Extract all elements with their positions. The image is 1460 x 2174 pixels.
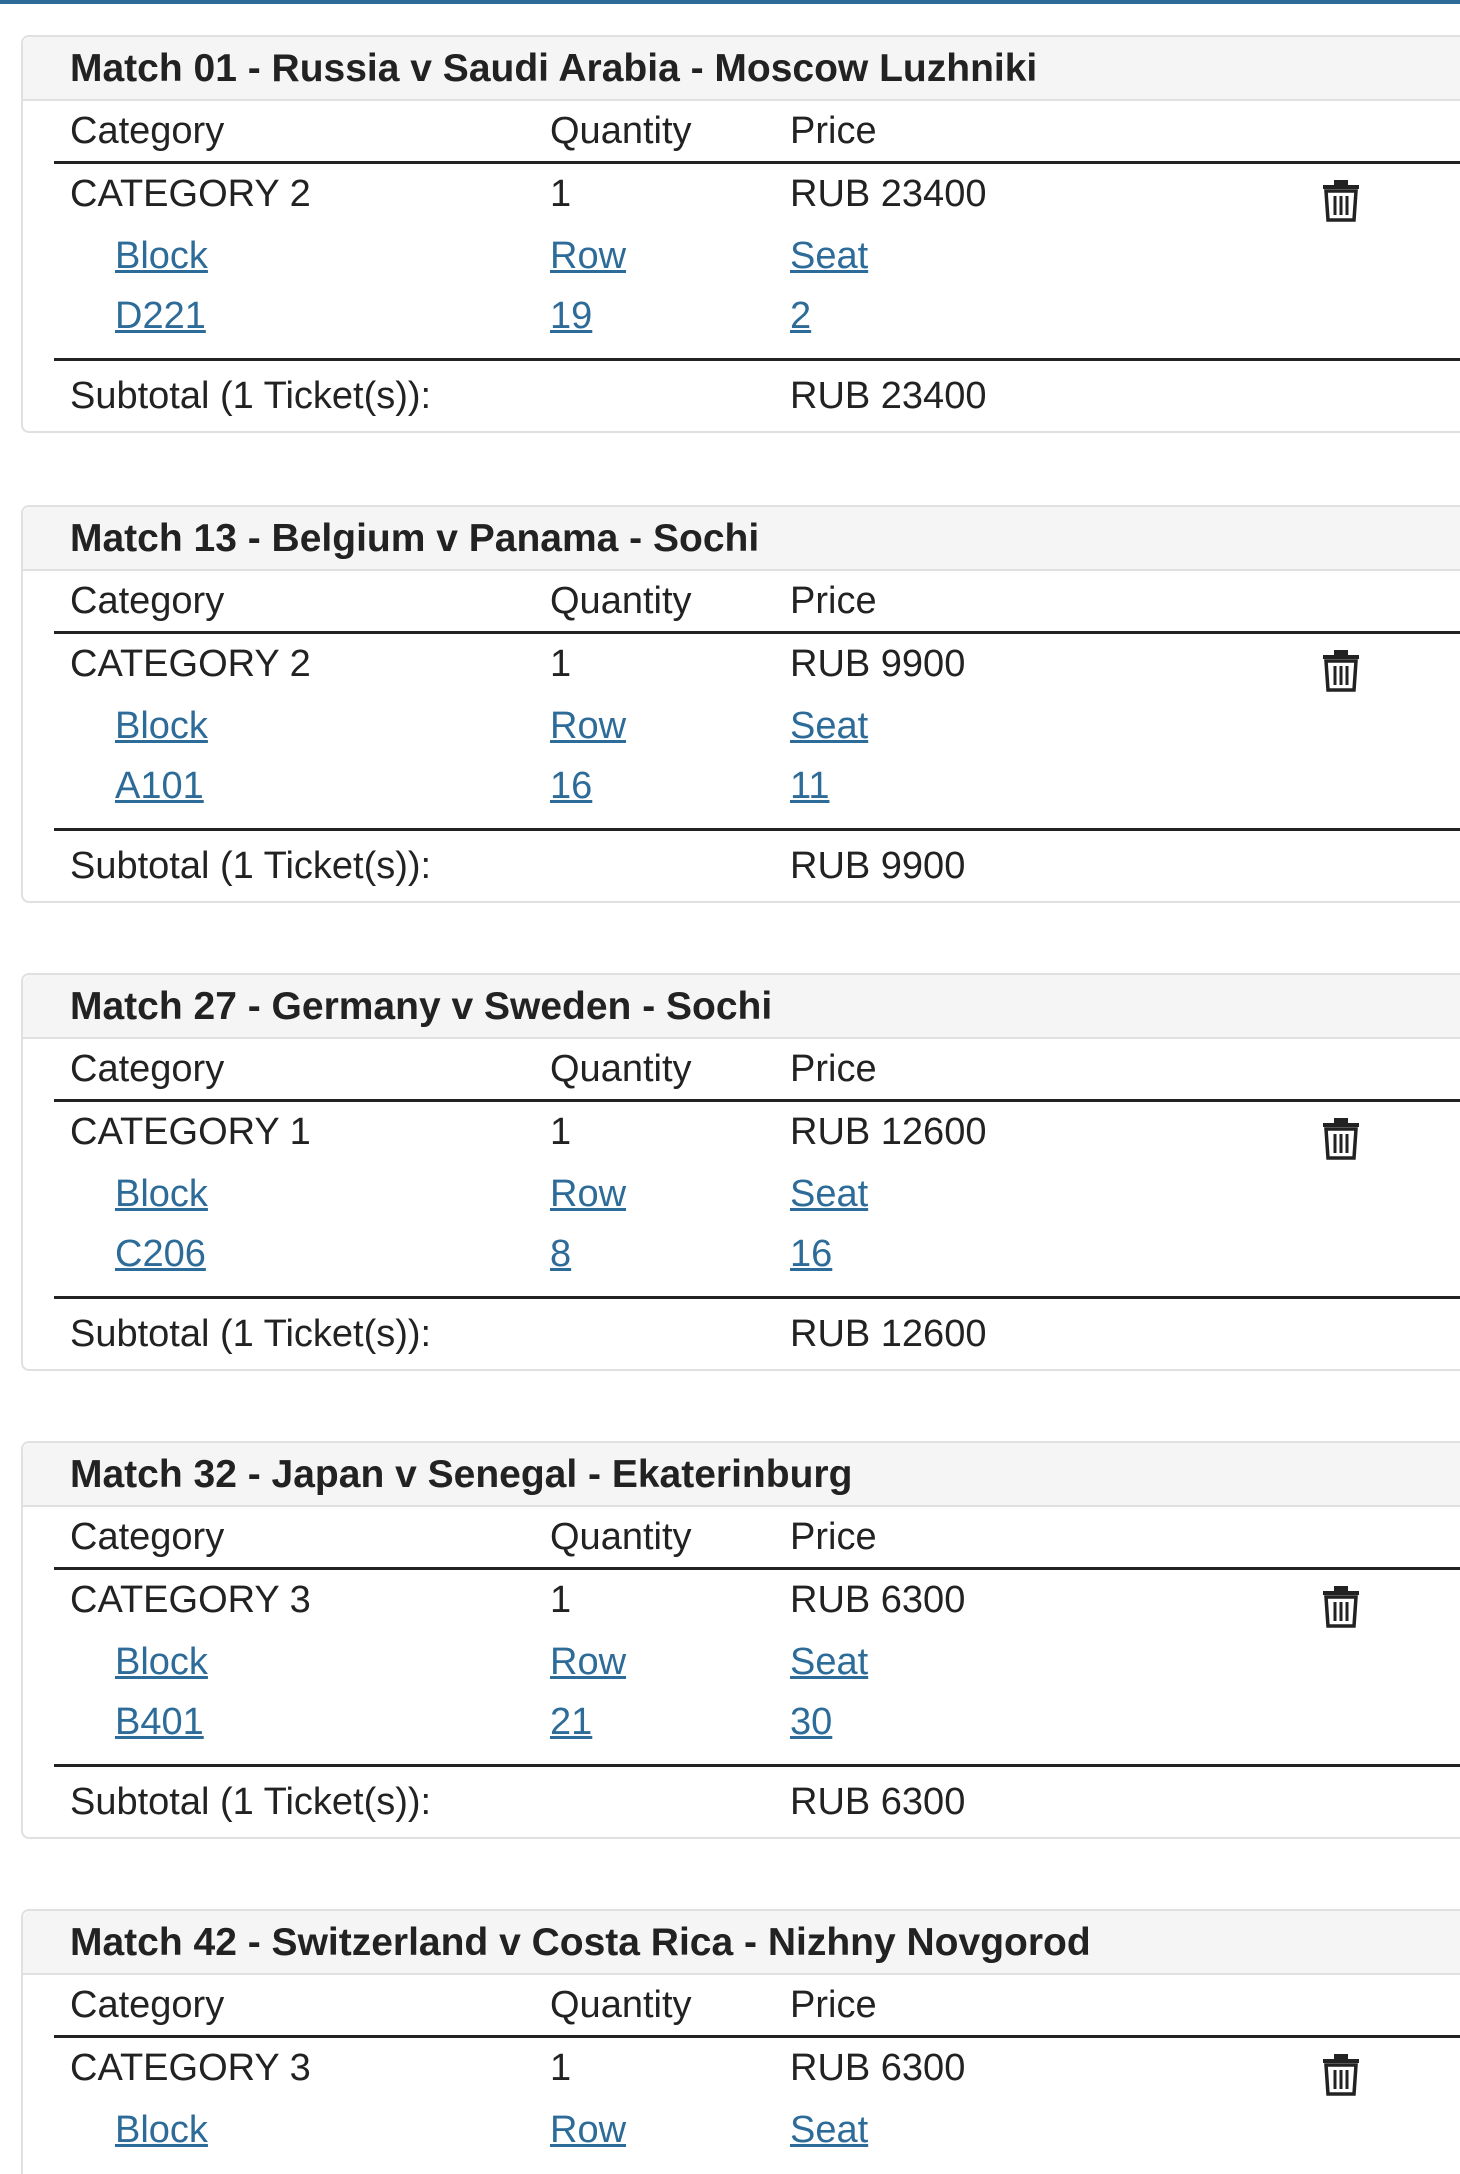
ticket-quantity: 1 — [550, 2047, 572, 2089]
category-column-header: Category — [70, 110, 225, 152]
row-link[interactable]: Row — [550, 705, 627, 747]
row-value-link[interactable]: 16 — [550, 765, 593, 807]
quantity-column-header: Quantity — [550, 1984, 692, 2026]
trash-icon[interactable] — [1320, 1114, 1362, 1160]
seat-value-link[interactable]: 2 — [790, 295, 812, 337]
seat-value-row — [23, 756, 1460, 816]
price-column-header: Price — [790, 580, 877, 622]
ticket-row — [23, 2038, 1460, 2100]
block-value-link[interactable]: D221 — [115, 295, 206, 337]
seat-label-row — [23, 2100, 1460, 2160]
subtotal-value: RUB 9900 — [790, 845, 966, 887]
trash-icon[interactable] — [1320, 1582, 1362, 1628]
row-link[interactable]: Row — [550, 1173, 627, 1215]
ticket-price: RUB 12600 — [790, 1111, 987, 1153]
block-value-link[interactable]: C206 — [115, 1233, 206, 1275]
block-link[interactable]: Block — [115, 1641, 208, 1683]
ticket-quantity: 1 — [550, 1111, 572, 1153]
price-column-header: Price — [790, 1516, 877, 1558]
seat-value-link[interactable]: 11 — [790, 765, 830, 807]
block-link[interactable]: Block — [115, 1173, 208, 1215]
seat-link[interactable]: Seat — [790, 1641, 869, 1683]
ticket-row — [23, 634, 1460, 696]
match-card — [21, 505, 1460, 903]
trash-icon[interactable] — [1320, 646, 1362, 692]
quantity-column-header: Quantity — [550, 1048, 692, 1090]
price-column-header: Price — [790, 110, 877, 152]
column-header-row — [54, 101, 1460, 164]
seat-link[interactable]: Seat — [790, 1173, 869, 1215]
quantity-column-header: Quantity — [550, 1516, 692, 1558]
match-card — [21, 1909, 1460, 2174]
seat-value-link[interactable]: 16 — [790, 1233, 833, 1275]
price-column-header: Price — [790, 1048, 877, 1090]
subtotal-label: Subtotal (1 Ticket(s)): — [70, 845, 432, 887]
price-column-header: Price — [790, 1984, 877, 2026]
trash-icon[interactable] — [1320, 2050, 1362, 2096]
ticket-category: CATEGORY 3 — [70, 2047, 311, 2089]
match-title: Match 42 - Switzerland v Costa Rica - Nizhny Novgorod — [23, 1911, 1460, 1975]
row-value-link[interactable]: 8 — [550, 1233, 572, 1275]
ticket-category: CATEGORY 2 — [70, 173, 311, 215]
block-value-link[interactable]: B401 — [115, 1701, 204, 1743]
seat-value-row — [23, 286, 1460, 346]
match-card — [21, 35, 1460, 433]
seat-link[interactable]: Seat — [790, 705, 869, 747]
match-title: Match 13 - Belgium v Panama - Sochi — [23, 507, 1460, 571]
seat-value-row — [23, 1692, 1460, 1752]
ticket-row — [23, 164, 1460, 226]
subtotal-row — [23, 361, 1460, 431]
subtotal-row — [23, 1299, 1460, 1369]
quantity-column-header: Quantity — [550, 110, 692, 152]
category-column-header: Category — [70, 1048, 225, 1090]
match-title: Match 01 - Russia v Saudi Arabia - Moscow Luzhniki — [23, 37, 1460, 101]
row-link[interactable]: Row — [550, 235, 627, 277]
category-column-header: Category — [70, 1516, 225, 1558]
category-column-header: Category — [70, 1984, 225, 2026]
quantity-column-header: Quantity — [550, 580, 692, 622]
seat-label-row — [23, 696, 1460, 756]
seat-value-link[interactable]: 30 — [790, 1701, 833, 1743]
seat-link[interactable]: Seat — [790, 235, 869, 277]
ticket-price: RUB 6300 — [790, 1579, 966, 1621]
ticket-price: RUB 9900 — [790, 643, 966, 685]
match-card — [21, 973, 1460, 1371]
subtotal-value: RUB 6300 — [790, 1781, 966, 1823]
seat-label-row — [23, 226, 1460, 286]
trash-icon[interactable] — [1320, 176, 1362, 222]
ticket-quantity: 1 — [550, 1579, 572, 1621]
seat-value-row — [23, 1224, 1460, 1284]
match-title: Match 27 - Germany v Sweden - Sochi — [23, 975, 1460, 1039]
ticket-row — [23, 1102, 1460, 1164]
row-value-link[interactable]: 21 — [550, 1701, 593, 1743]
subtotal-row — [23, 1767, 1460, 1837]
ticket-row — [23, 1570, 1460, 1632]
category-column-header: Category — [70, 580, 225, 622]
subtotal-label: Subtotal (1 Ticket(s)): — [70, 1781, 432, 1823]
row-link[interactable]: Row — [550, 1641, 627, 1683]
column-header-row — [54, 1039, 1460, 1102]
block-link[interactable]: Block — [115, 2109, 208, 2151]
block-link[interactable]: Block — [115, 235, 208, 277]
seat-label-row — [23, 1164, 1460, 1224]
ticket-quantity: 1 — [550, 173, 572, 215]
ticket-price: RUB 6300 — [790, 2047, 966, 2089]
subtotal-value: RUB 23400 — [790, 375, 987, 417]
subtotal-value: RUB 12600 — [790, 1313, 987, 1355]
row-link[interactable]: Row — [550, 2109, 627, 2151]
block-link[interactable]: Block — [115, 705, 208, 747]
ticket-quantity: 1 — [550, 643, 572, 685]
column-header-row — [54, 1975, 1460, 2038]
seat-label-row — [23, 1632, 1460, 1692]
ticket-price: RUB 23400 — [790, 173, 987, 215]
subtotal-label: Subtotal (1 Ticket(s)): — [70, 375, 432, 417]
ticket-category: CATEGORY 2 — [70, 643, 311, 685]
seat-link[interactable]: Seat — [790, 2109, 869, 2151]
match-title: Match 32 - Japan v Senegal - Ekaterinburg — [23, 1443, 1460, 1507]
block-value-link[interactable]: A101 — [115, 765, 204, 807]
ticket-category: CATEGORY 1 — [70, 1111, 311, 1153]
column-header-row — [54, 571, 1460, 634]
column-header-row — [54, 1507, 1460, 1570]
subtotal-row — [23, 831, 1460, 901]
ticket-category: CATEGORY 3 — [70, 1579, 311, 1621]
match-card — [21, 1441, 1460, 1839]
row-value-link[interactable]: 19 — [550, 295, 593, 337]
subtotal-label: Subtotal (1 Ticket(s)): — [70, 1313, 432, 1355]
